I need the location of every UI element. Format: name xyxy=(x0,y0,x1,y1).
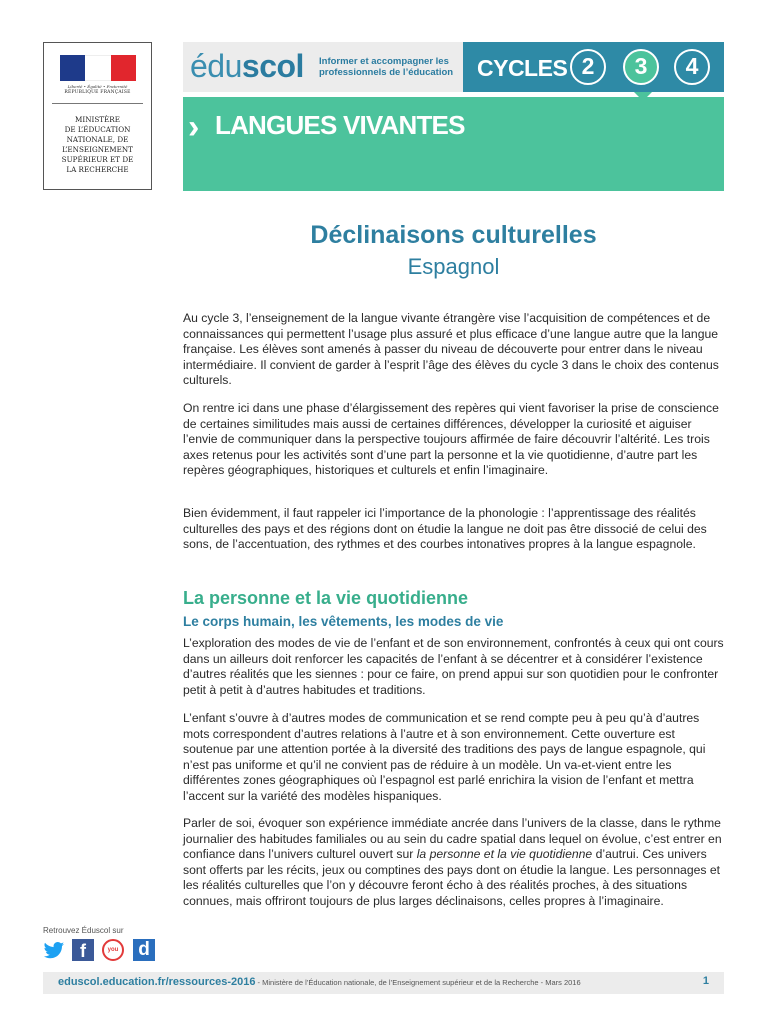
document-subtitle: Espagnol xyxy=(407,254,500,279)
section-banner xyxy=(183,97,724,191)
document-title: Déclinaisons culturelles xyxy=(310,221,597,249)
footer-bar xyxy=(43,972,724,994)
paragraph-intro: Au cycle 3, l’enseignement de la langue vivante étrangère vise l’acquisition de compétences et de connaissances qui permettent l’usage plus assuré et plus efficace d’une langue autre que la langue française. Les élèves sont amenés à passer du niveau de découverte pour entrer dans le niveau intermédiaire. Il convient de garder à l’esprit l’âge des élèves du cycle 3 dans le choix des contenus culturels. xyxy=(183,311,719,388)
ministry-name: MINISTÈRE DE L’ÉDUCATION NATIONALE, DE L’ENSEIGNEMENT SUPÉRIEUR ET DE LA RECHERCHE xyxy=(61,115,134,174)
social-label: Retrouvez Éduscol sur xyxy=(43,926,124,935)
eduscol-banner xyxy=(183,42,463,92)
logo-edu: édu xyxy=(190,48,242,84)
footer-credit: - Ministère de l’Éducation nationale, de l’Enseignement supérieur et de la Recherche - Mars 2016 xyxy=(255,978,581,987)
emphasis-text: la personne et la vie quotidienne xyxy=(416,847,593,862)
logo-scol: scol xyxy=(241,48,304,84)
twitter-icon[interactable] xyxy=(43,939,65,961)
section-heading: La personne et la vie quotidienne xyxy=(183,588,469,608)
cycle-4-badge: 4 xyxy=(674,49,710,85)
eduscol-tagline: Informer et accompagner les professionnels de l’éducation xyxy=(319,56,454,78)
republic-motto: Liberté • Égalité • Fraternité xyxy=(67,84,128,89)
subsection-heading: Le corps humain, les vêtements, les modes de vie xyxy=(183,614,504,629)
page-number: 1 xyxy=(702,975,709,987)
paragraph-text: Parler de soi, évoquer son expérience immédiate ancrée dans l’univers de la classe, dans le rythme journalier des habitudes familiales ou au sein du cadre spatial dans lequel on évolue, c’est entrer en confiance dans l’univers culturel ouvert sur xyxy=(183,816,722,862)
paragraph-text: d’autrui. Ces univers sont offerts par les récits, jeux ou comptines des pays dont on étudie la langue. Les personnages et les réalités culturelles que l’on y découvre feront écho à des réalités proches, à des situations connues, mais offriront toujours de plus larges déclinaisons, celles propres à l’imaginaire. xyxy=(183,847,721,908)
cycle-3-badge: 3 xyxy=(623,49,659,85)
marianne-flag-icon xyxy=(60,55,136,81)
paragraph-exploration: L’exploration des modes de vie de l’enfant et de son environnement, confrontés à ceux qui ont cours dans un ailleurs doit renforcer les capacités de l’enfant à se décentrer et à considérer l’existence d’autres réalités que les siennes : pour ce faire, on prend appui sur son quotidien pour le confronter petit à petit à d’autres habitudes et traditions. xyxy=(183,636,724,697)
paragraph-phonologie: Bien évidemment, il faut rappeler ici l’importance de la phonologie : l’apprentissage des réalités culturelles des pays et des régions dont on étudie la langue ne doit pas être dissocié de celui des sons, de l’accentuation, des rythmes et des courbes intonatives propres à la langue espagnole. xyxy=(183,506,707,552)
cycles-label: CYCLES xyxy=(477,55,568,81)
eduscol-logo[interactable] xyxy=(190,48,304,85)
paragraph-reperes: On rentre ici dans une phase d’élargissement des repères qui vient favoriser la prise de conscience de certaines similitudes mais aussi de certaines différences, développer la curiosité et aiguiser l’envie de communiquer dans la perspective toujours affirmée de faire découvrir l’altérité. Les trois axes retenus pour les activités sont d’une part la personne et la vie quotidienne, d’autre part les repères géographiques, historiques et culturels et enfin l’imaginaire. xyxy=(183,401,719,478)
paragraph-parler-de-soi xyxy=(183,816,728,910)
facebook-icon[interactable]: f xyxy=(72,939,94,961)
chevron-right-icon: › xyxy=(188,108,200,146)
footer-link[interactable]: eduscol.education.fr/ressources-2016 xyxy=(58,976,256,988)
divider xyxy=(52,103,143,104)
footer-text xyxy=(58,976,581,988)
cycles-banner xyxy=(463,42,724,92)
republic-name: RÉPUBLIQUE FRANÇAISE xyxy=(64,90,131,95)
section-title: LANGUES VIVANTES xyxy=(215,110,465,140)
paragraph-communication: L’enfant s’ouvre à d’autres modes de communication et se rend compte peu à peu qu’à d’autres mots correspondent d’autres relations à l’autre et à son environnement. Cette ouverture est soutenue par une attention portée à la diversité des traditions des pays de langue espagnole, qui n’est pas uniforme et qu’il ne convient pas de réduire à un modèle. Un va-et-vient entre les différentes zones géographiques où l’espagnol est parlé enrichira la vision de l’enfant et mettra l’accent sur la variété des modèles hispaniques. xyxy=(183,711,706,803)
youtube-icon[interactable]: you xyxy=(102,939,124,961)
cycle-2-badge: 2 xyxy=(570,49,606,85)
ministry-logo xyxy=(43,42,152,190)
dailymotion-icon[interactable]: d xyxy=(133,939,155,961)
